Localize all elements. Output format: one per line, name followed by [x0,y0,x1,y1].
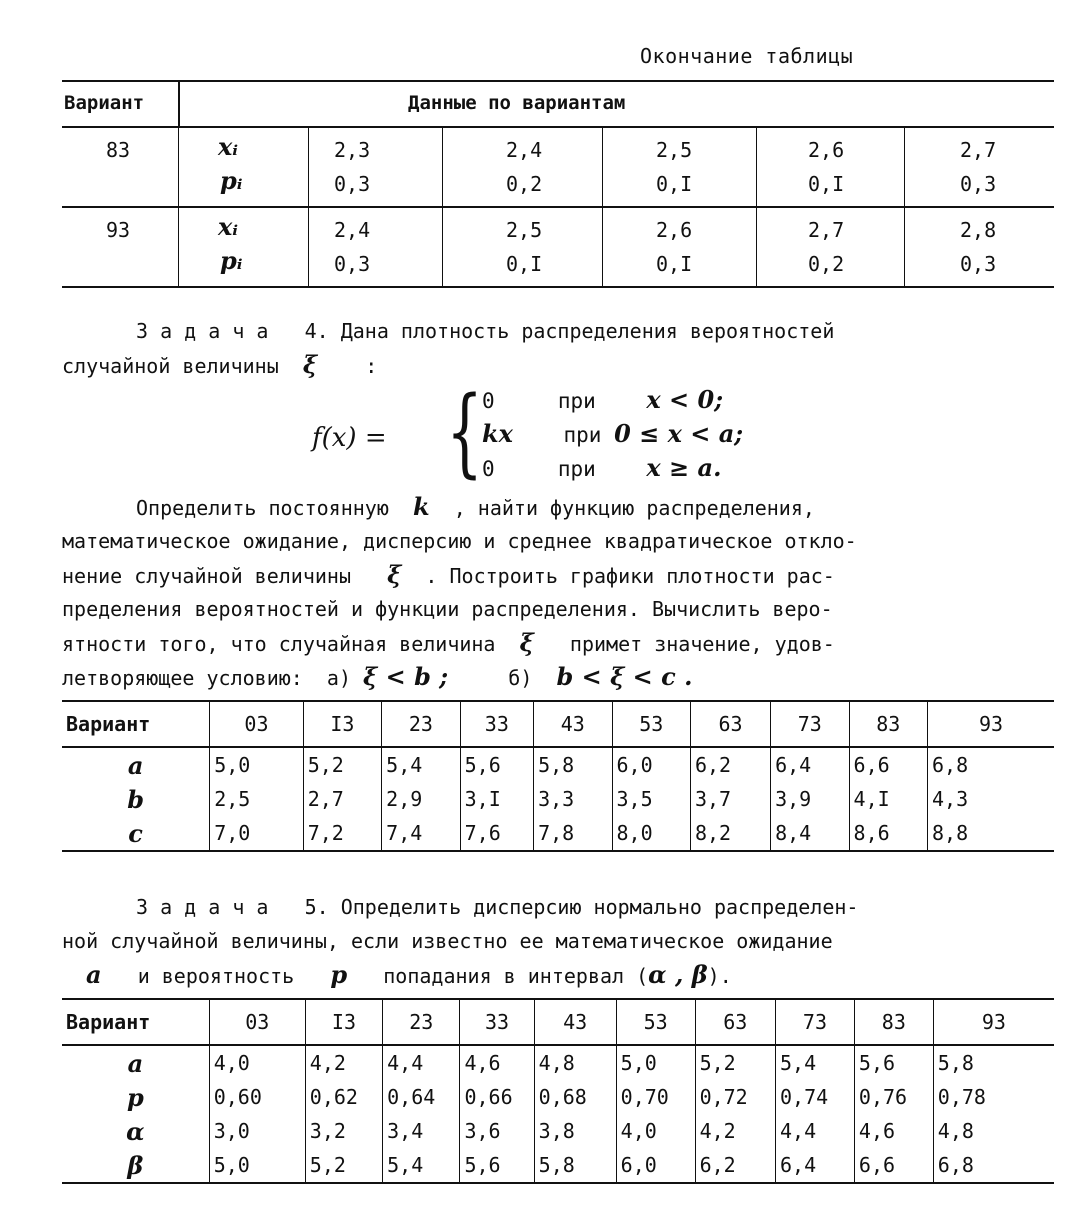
cell-value: 2,7 [303,782,381,816]
cell-value: 4,2 [305,1045,382,1080]
header-variant-number: 43 [534,701,612,747]
header-variant-number: 23 [382,701,460,747]
fx-label: f(x) = [312,423,387,453]
cell-value: 0,74 [776,1080,855,1114]
x-value: 2,6 [808,138,845,162]
table-row [62,1080,1054,1114]
cell-value: 3,2 [305,1114,382,1148]
cell-value: 3,3 [534,782,612,816]
cell-value: 4,0 [616,1114,695,1148]
p-value: 0,3 [960,172,997,196]
header-row [62,701,1054,747]
row-symbol: p [126,1082,144,1112]
cell-value: 8,8 [928,816,1055,851]
piece-when: при [557,457,596,481]
table-row [62,816,1054,851]
header-variant-number: 33 [460,999,534,1045]
cell-value: 6,2 [695,1148,775,1183]
cell-value: 5,2 [305,1148,382,1183]
piece-row [482,419,743,448]
cell-value: 0,66 [460,1080,534,1114]
task4-para-line5 [62,626,835,661]
header-variant-number: 33 [460,701,533,747]
header-variant-number: I3 [305,999,382,1045]
cell-value: 8,0 [612,816,690,851]
cell-value: 5,4 [776,1045,855,1080]
cell-value: 5,0 [616,1045,695,1080]
cell-value: 5,2 [303,747,381,782]
header-variant-number: 83 [849,701,927,747]
cell-value: 6,8 [928,747,1055,782]
table-continuation-caption: Окончание таблицы [640,44,854,68]
piece-value: 0 [482,389,495,413]
task4-text: Определить постоянную [136,496,389,520]
table-row [62,1148,1054,1183]
cell-value: 4,0 [209,1045,305,1080]
piece-value: 0 [482,457,495,481]
p-value: 0,3 [334,252,371,276]
cell-value: 6,8 [933,1148,1054,1183]
task5-heading: З а д а ч а 5. Определить дисперсию нормально распределен- [136,895,859,919]
cell-value: 0,72 [695,1080,775,1114]
header-variant-number: 03 [210,701,304,747]
task4-text: примет значение, удов- [569,632,835,656]
x-value: 2,7 [808,218,845,242]
table-header [62,80,1054,128]
cell-value: 0,60 [209,1080,305,1114]
p-value: 0,2 [808,252,845,276]
x-symbol: xᵢ [218,132,239,161]
cell-value: 0,78 [933,1080,1054,1114]
cell-value: 0,70 [616,1080,695,1114]
x-value: 2,7 [960,138,997,162]
p-symbol: pᵢ [220,246,243,275]
cell-value: 3,7 [690,782,770,816]
p-value: 0,2 [506,172,543,196]
cell-value: 0,68 [534,1080,616,1114]
task4-para-line4: пределения вероятностей и функции распределения. Вычислить веро- [62,597,833,621]
x-value: 2,8 [960,218,997,242]
p-value: 0,I [656,172,693,196]
distribution-table [62,80,1054,288]
row-symbol: α [126,1116,145,1146]
variant-block-83 [62,128,1054,208]
header-variant-number: 83 [854,999,933,1045]
task4-text: б) [508,666,533,690]
a-symbol: a [86,960,102,989]
xi-symbol: ξ [302,350,318,379]
cell-value: 8,4 [771,816,849,851]
task5-text: попадания в интервал ( [383,964,649,988]
table-row [62,1045,1054,1080]
header-variant-number: 43 [534,999,616,1045]
cell-value: 4,8 [534,1045,616,1080]
task4-text: нение случайной величины [62,564,351,588]
header-variant: Вариант [62,701,210,747]
task4-para-line6 [62,660,692,695]
variant-number: 83 [106,138,131,162]
piece-condition: 0 ≤ x < a; [614,419,744,448]
x-value: 2,4 [334,218,371,242]
cell-value: 4,6 [854,1114,933,1148]
p-symbol: p [330,960,348,989]
cell-value: 7,8 [534,816,612,851]
piece-row [482,453,721,482]
header-variant-number: I3 [303,701,381,747]
alpha-beta-symbols: α , β [648,960,708,989]
piece-when: при [557,389,596,413]
header-variant: Вариант [64,92,145,114]
task4-para-line2: математическое ожидание, дисперсию и среднее квадратическое откло- [62,529,857,553]
task4-text: , найти функцию распределения, [453,496,815,520]
cell-value: 5,2 [695,1045,775,1080]
header-variant: Вариант [62,999,209,1045]
task4-heading: З а д а ч а 4. Дана плотность распределения вероятностей [136,319,835,343]
xi-symbol: ξ [519,628,534,657]
cell-value: 3,I [460,782,533,816]
task5-text: ). [707,964,732,988]
header-row [62,999,1054,1045]
header-variant-number: 73 [776,999,855,1045]
cell-value: 4,2 [695,1114,775,1148]
piece-value: kx [482,419,513,448]
cell-value: 6,4 [771,747,849,782]
cell-value: 2,9 [382,782,460,816]
cell-value: 4,8 [933,1114,1054,1148]
cell-value: 4,4 [383,1045,460,1080]
xi-symbol: ξ [387,560,402,589]
cell-value: 7,0 [210,816,304,851]
piece-condition: x ≥ a. [646,453,722,482]
cell-value: 4,6 [460,1045,534,1080]
cell-value: 4,I [849,782,927,816]
p-value: 0,I [656,252,693,276]
cell-value: 3,4 [383,1114,460,1148]
task5-variants-table [62,998,1054,1184]
cell-value: 5,6 [460,747,533,782]
variant-number: 93 [106,218,131,242]
header-variant-number: 93 [928,701,1055,747]
task4-colon: : [365,354,378,378]
row-symbol: β [62,1148,209,1183]
p-value: 0,3 [334,172,371,196]
x-value: 2,4 [506,138,543,162]
cell-value: 3,8 [534,1114,616,1148]
cell-value: 5,4 [382,747,460,782]
cell-value: 8,6 [849,816,927,851]
task4-text: . Построить графики плотности рас- [425,564,835,588]
cell-value: 5,8 [534,1148,616,1183]
cell-value: 3,9 [771,782,849,816]
row-symbol: a [127,750,144,780]
x-symbol: xᵢ [218,212,239,241]
header-variant-number: 63 [695,999,775,1045]
task4-para-line1 [136,490,815,525]
cell-value: 7,2 [303,816,381,851]
cell-value: 6,0 [612,747,690,782]
row-symbol: a [127,1048,144,1078]
density-function [312,376,832,493]
cell-value: 3,6 [460,1114,534,1148]
cell-value: 4,4 [776,1114,855,1148]
p-symbol: pᵢ [220,166,243,195]
k-symbol: k [412,492,430,521]
cell-value: 2,5 [210,782,304,816]
cell-value: 6,0 [616,1148,695,1183]
table-row [62,747,1054,782]
cell-value: 7,4 [382,816,460,851]
header-variant-number: 53 [616,999,695,1045]
cell-value: 0,76 [854,1080,933,1114]
p-value: 0,I [808,172,845,196]
cell-value: 8,2 [690,816,770,851]
header-variant-number: 03 [209,999,305,1045]
header-variant-number: 63 [690,701,770,747]
x-value: 2,3 [334,138,371,162]
variant-block-93 [62,208,1054,288]
task4-text: случайной величины [62,354,279,378]
piece-row [482,385,723,414]
x-value: 2,6 [656,218,693,242]
header-variant-number: 23 [383,999,460,1045]
cell-value: 5,8 [534,747,612,782]
piece-when: при [563,423,602,447]
cell-value: 4,3 [928,782,1055,816]
cell-value: 6,4 [776,1148,855,1183]
table-row [62,782,1054,816]
cell-value: 7,6 [460,816,533,851]
cell-value: 5,4 [383,1148,460,1183]
cell-value: 3,5 [612,782,690,816]
task4-text: ятности того, что случайная величина [62,632,496,656]
header-variant-number: 53 [612,701,690,747]
x-value: 2,5 [506,218,543,242]
cell-value: 3,0 [209,1114,305,1148]
cell-value: 6,6 [854,1148,933,1183]
task4-text: летворяющее условию: а) [62,666,351,690]
cell-value: 5,6 [854,1045,933,1080]
brace-icon: { [446,376,483,488]
task5-line2: ной случайной величины, если известно ее математическое ожидание [62,929,833,953]
row-symbol: c [62,816,210,851]
header-variant-number: 73 [771,701,849,747]
cell-value: 6,6 [849,747,927,782]
cell-value: 5,0 [209,1148,305,1183]
p-value: 0,3 [960,252,997,276]
cell-value: 5,8 [933,1045,1054,1080]
task4-para-line3 [62,558,835,593]
condition-b: b < ξ < c . [556,662,693,691]
row-symbol: b [127,784,144,814]
p-value: 0,I [506,252,543,276]
cell-value: 6,2 [690,747,770,782]
x-value: 2,5 [656,138,693,162]
cell-value: 5,6 [460,1148,534,1183]
task5-line3 [86,958,732,993]
cell-value: 0,62 [305,1080,382,1114]
cell-value: 0,64 [383,1080,460,1114]
cell-value: 5,0 [210,747,304,782]
header-data: Данные по вариантам [408,92,626,114]
task4-line2 [62,348,377,383]
task4-variants-table [62,700,1054,852]
header-variant-number: 93 [933,999,1054,1045]
table-row [62,1114,1054,1148]
task5-text: и вероятность [137,964,295,988]
condition-a: ξ < b ; [363,662,449,691]
piece-condition: x < 0; [646,385,724,414]
